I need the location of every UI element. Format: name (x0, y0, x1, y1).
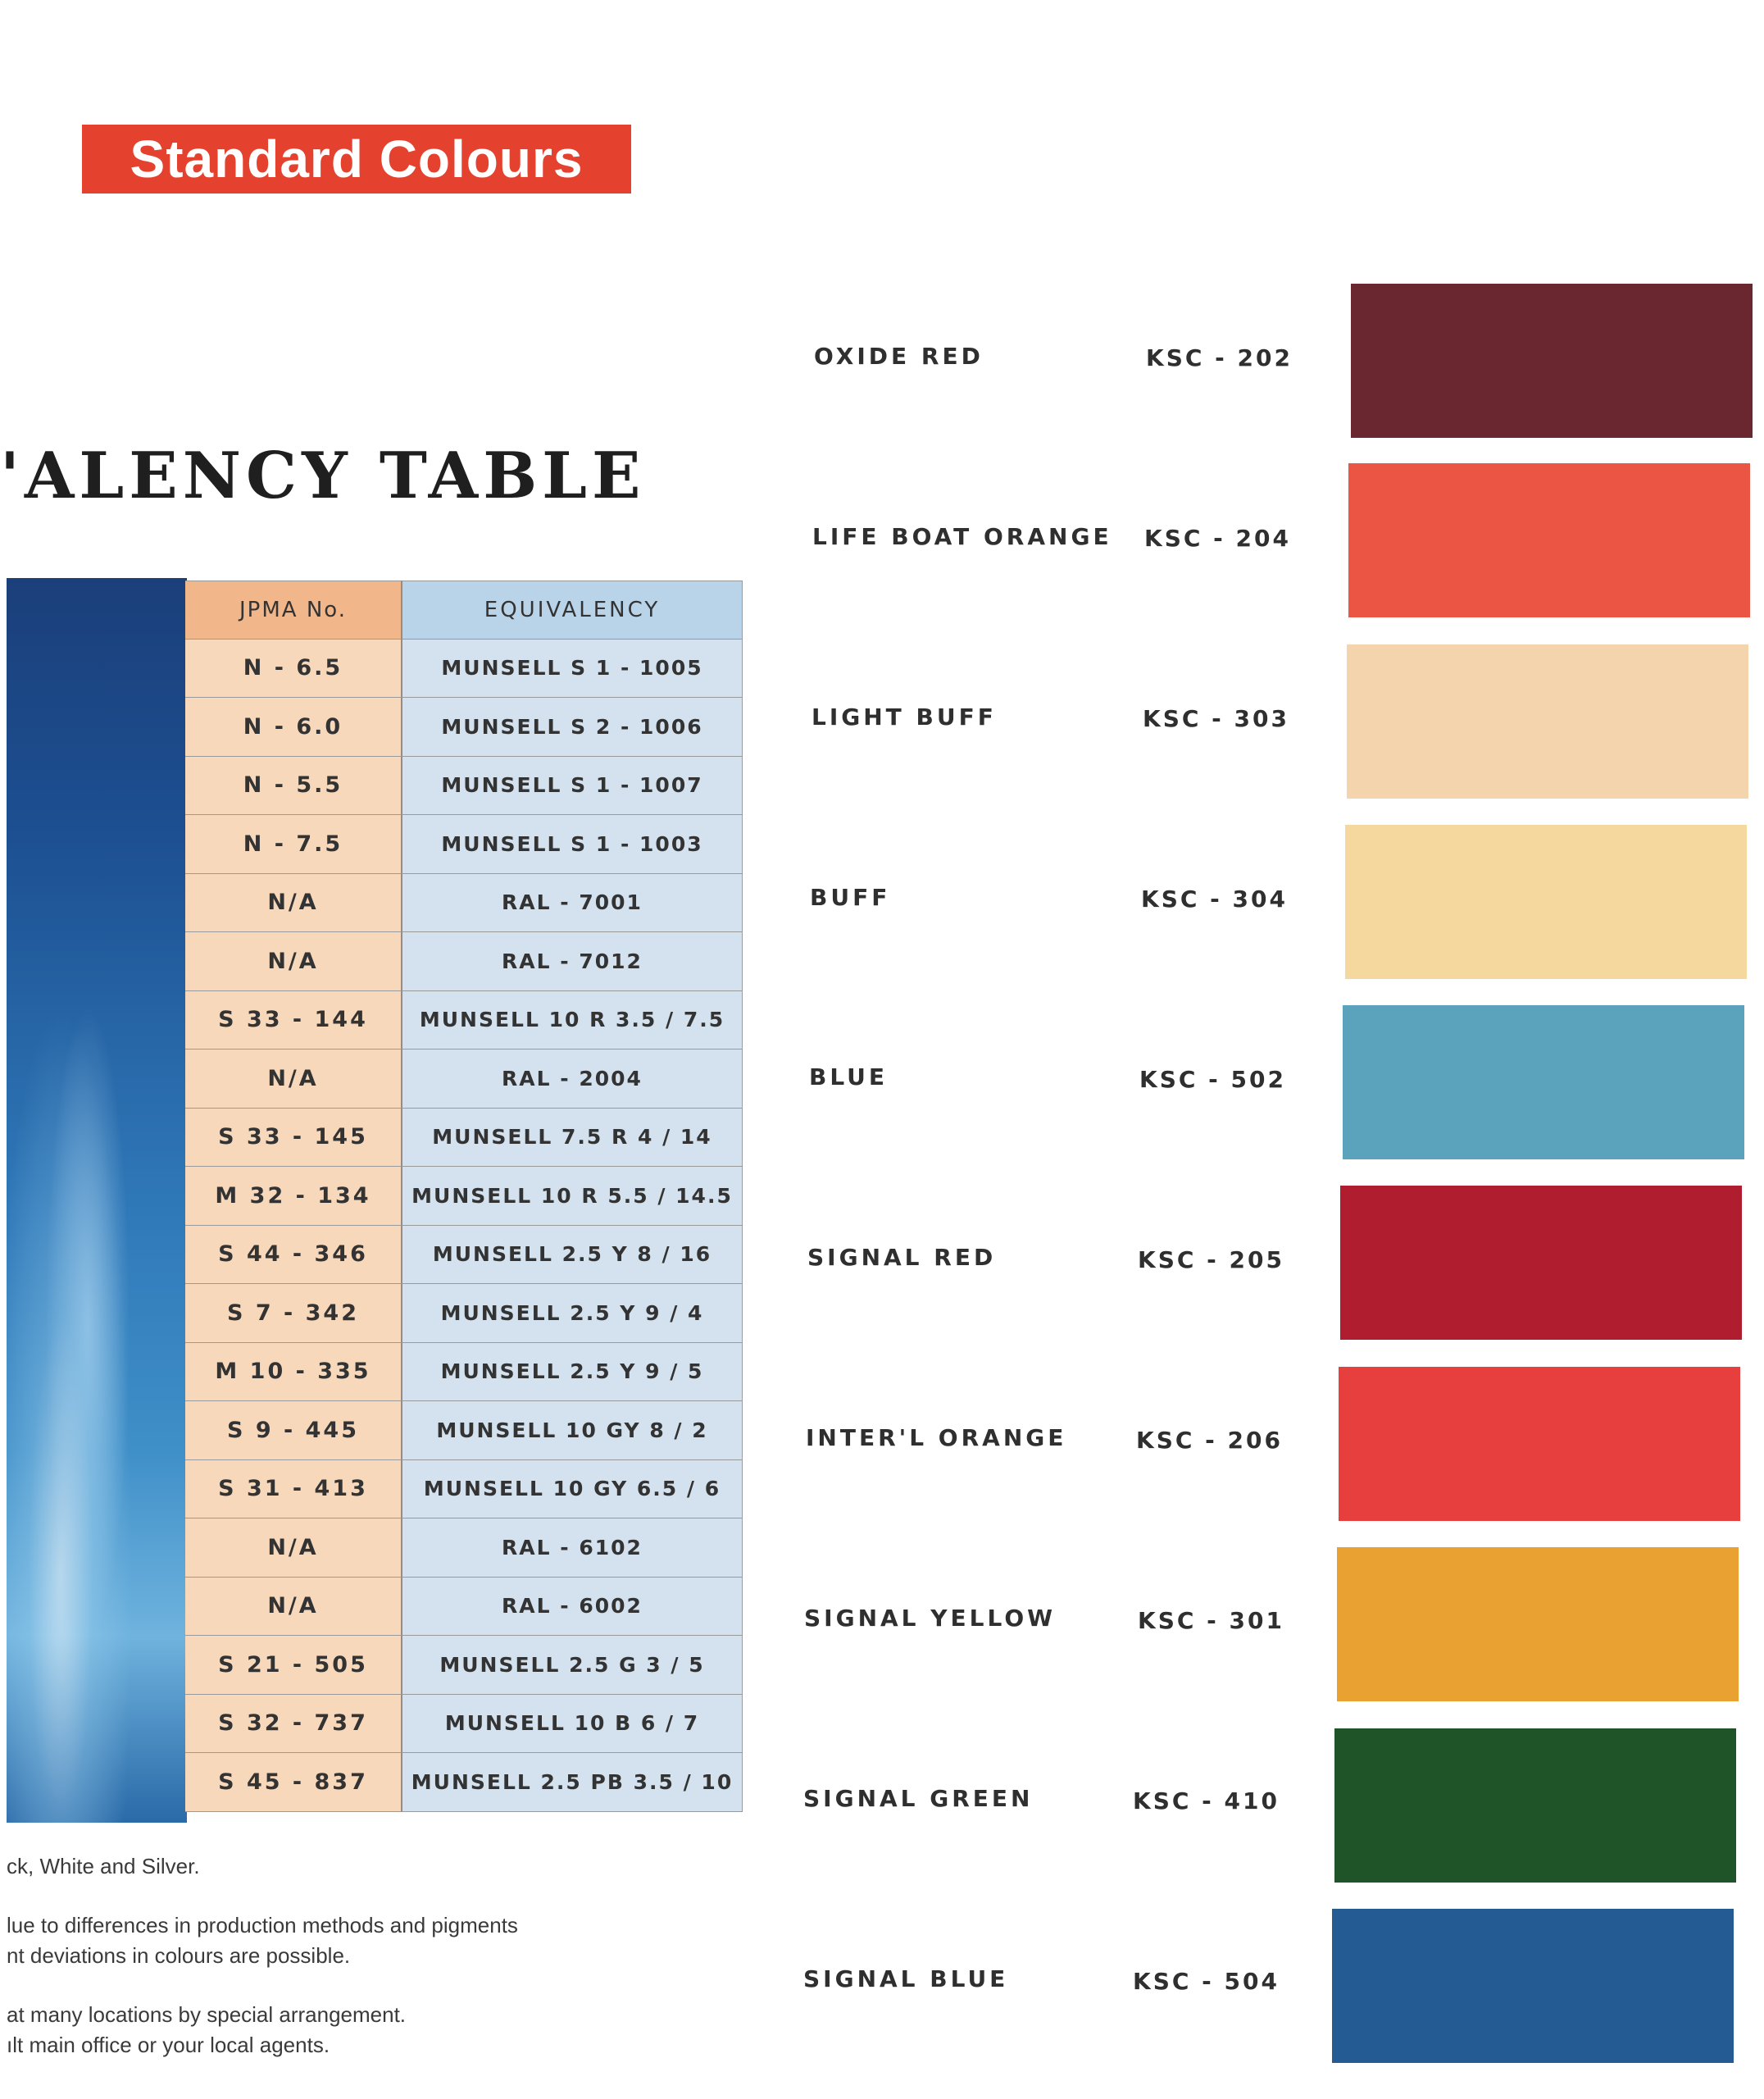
equivalency-cell: MUNSELL S 2 - 1006 (402, 698, 743, 757)
jpma-cell: M 32 - 134 (185, 1167, 402, 1226)
colour-code: KSC - 204 (1144, 525, 1291, 552)
colour-swatch (1343, 1005, 1744, 1159)
equivalency-cell: MUNSELL 10 R 3.5 / 7.5 (402, 991, 743, 1050)
colour-name: SIGNAL GREEN (803, 1785, 1034, 1812)
table-row (185, 991, 743, 1050)
jpma-cell: S 21 - 505 (185, 1636, 402, 1695)
jpma-cell: N - 5.5 (185, 757, 402, 816)
table-row (185, 1578, 743, 1637)
jpma-cell: N/A (185, 932, 402, 991)
table-row (185, 1343, 743, 1402)
equivalency-cell: RAL - 7001 (402, 874, 743, 933)
colour-name: SIGNAL RED (807, 1244, 997, 1271)
colour-name: SIGNAL BLUE (803, 1965, 1009, 1992)
colour-code: KSC - 410 (1133, 1787, 1280, 1814)
colour-swatch (1339, 1367, 1740, 1521)
footnote-line: ck, White and Silver. (7, 1854, 200, 1878)
equivalency-cell: MUNSELL 2.5 Y 9 / 5 (402, 1343, 743, 1402)
jpma-cell: N/A (185, 1578, 402, 1637)
table-row (185, 1050, 743, 1109)
colour-name: LIFE BOAT ORANGE (812, 523, 1112, 550)
equivalency-cell: MUNSELL 10 GY 8 / 2 (402, 1401, 743, 1460)
jpma-cell: S 33 - 144 (185, 991, 402, 1050)
colour-name: INTER'L ORANGE (806, 1424, 1067, 1451)
colour-code: KSC - 303 (1143, 705, 1289, 732)
equivalency-cell: MUNSELL 10 R 5.5 / 14.5 (402, 1167, 743, 1226)
equivalency-cell: MUNSELL 10 GY 6.5 / 6 (402, 1460, 743, 1519)
table-row (185, 1753, 743, 1812)
equivalency-cell: RAL - 7012 (402, 932, 743, 991)
table-row (185, 698, 743, 757)
colour-name: LIGHT BUFF (812, 703, 997, 731)
colour-swatch (1337, 1547, 1739, 1701)
colour-name: OXIDE RED (814, 343, 984, 370)
colour-name: BUFF (810, 884, 891, 911)
equivalency-cell: MUNSELL 2.5 Y 9 / 4 (402, 1284, 743, 1343)
jpma-cell: S 45 - 837 (185, 1753, 402, 1812)
table-row (185, 932, 743, 991)
colour-swatch (1347, 644, 1748, 799)
equivalency-cell: MUNSELL 2.5 PB 3.5 / 10 (402, 1753, 743, 1812)
equivalency-header: EQUIVALENCY (402, 581, 743, 640)
jpma-cell: S 33 - 145 (185, 1109, 402, 1168)
table-row (185, 1636, 743, 1695)
jpma-cell: N/A (185, 1050, 402, 1109)
equivalency-cell: RAL - 6002 (402, 1578, 743, 1637)
equivalency-cell: MUNSELL S 1 - 1003 (402, 815, 743, 874)
colour-code: KSC - 205 (1138, 1246, 1284, 1273)
footnotes (7, 1851, 613, 2060)
colour-code: KSC - 301 (1138, 1607, 1284, 1634)
colour-swatch (1345, 825, 1747, 979)
jpma-header: JPMA No. (185, 581, 402, 640)
colour-code: KSC - 304 (1141, 886, 1288, 913)
jpma-cell: S 31 - 413 (185, 1460, 402, 1519)
colour-code: KSC - 502 (1139, 1066, 1286, 1093)
table-row (185, 1284, 743, 1343)
colour-swatch (1334, 1728, 1736, 1883)
equivalency-table (185, 581, 743, 1812)
jpma-cell: S 9 - 445 (185, 1401, 402, 1460)
table-row (185, 1695, 743, 1754)
footnote-line: lue to differences in production methods and pigments (7, 1913, 518, 1937)
colour-code: KSC - 202 (1146, 344, 1293, 371)
jpma-cell: N - 6.5 (185, 640, 402, 699)
table-row (185, 1109, 743, 1168)
table-row (185, 874, 743, 933)
jpma-cell: M 10 - 335 (185, 1343, 402, 1402)
jpma-cell: S 44 - 346 (185, 1226, 402, 1285)
footnote-line: at many locations by special arrangement. (7, 2002, 407, 2027)
table-row (185, 1401, 743, 1460)
equivalency-cell: RAL - 6102 (402, 1518, 743, 1578)
table-row (185, 1167, 743, 1226)
table-row (185, 1226, 743, 1285)
colour-name: SIGNAL YELLOW (804, 1605, 1057, 1632)
colour-code: KSC - 206 (1136, 1427, 1283, 1454)
table-header-row (185, 581, 743, 640)
equivalency-cell: MUNSELL 7.5 R 4 / 14 (402, 1109, 743, 1168)
colour-swatch (1332, 1909, 1734, 2063)
jpma-cell: N/A (185, 1518, 402, 1578)
table-row (185, 1460, 743, 1519)
table-row (185, 1518, 743, 1578)
equivalency-cell: MUNSELL 2.5 Y 8 / 16 (402, 1226, 743, 1285)
colour-swatch (1351, 284, 1753, 438)
colour-code: KSC - 504 (1133, 1968, 1280, 1995)
jpma-cell: N - 7.5 (185, 815, 402, 874)
footnote-line: nt deviations in colours are possible. (7, 1943, 351, 1968)
footnote-line: ılt main office or your local agents. (7, 2033, 330, 2057)
equivalency-cell: RAL - 2004 (402, 1050, 743, 1109)
equivalency-cell: MUNSELL 10 B 6 / 7 (402, 1695, 743, 1754)
equivalency-cell: MUNSELL S 1 - 1007 (402, 757, 743, 816)
equivalency-cell: MUNSELL S 1 - 1005 (402, 640, 743, 699)
jpma-cell: N - 6.0 (185, 698, 402, 757)
water-splash-image (7, 578, 187, 1823)
table-row (185, 757, 743, 816)
jpma-cell: S 32 - 737 (185, 1695, 402, 1754)
colour-swatch (1340, 1186, 1742, 1340)
jpma-cell: S 7 - 342 (185, 1284, 402, 1343)
equivalency-cell: MUNSELL 2.5 G 3 / 5 (402, 1636, 743, 1695)
equivalency-table-title: 'ALENCY TABLE (0, 439, 646, 513)
colour-name: BLUE (809, 1063, 889, 1090)
colour-swatch (1348, 463, 1750, 617)
table-row (185, 815, 743, 874)
jpma-cell: N/A (185, 874, 402, 933)
standard-colours-badge: Standard Colours (82, 125, 631, 194)
table-row (185, 640, 743, 699)
